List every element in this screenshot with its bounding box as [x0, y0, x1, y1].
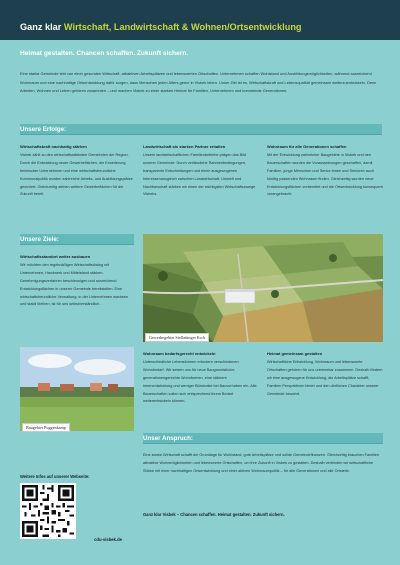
section-erfolge-band [20, 124, 382, 135]
erfolg-title: Landwirtschaft als starken Partner erhalten [143, 144, 226, 149]
section-ziele-title: Unsere Ziele: [20, 236, 59, 243]
anspruch-text: Eine starke Wirtschaft schafft die Grundlage für Wohlstand, gute Arbeitsplätze und solide Gemeindefinanzen. Gleichzeitig brauchen Familien attraktive Wohnmöglichkeiten und lebenswerte Ortschaften, um ihre Zukunft in Visbek zu gestalten. Deshalb verbinden wir wirtschaftliche Stärke mit einer nachhaltigen Ortsentwicklung und einer aktiven Wohnraumpolitik – für alle Generationen und alle Ortsteile. [143, 453, 380, 473]
header-banner [0, 0, 400, 40]
ziel-title: Wirtschaftsstandort weiter ausbauen [20, 254, 91, 259]
subheadline: Heimat gestalten. Chancen schaffen. Zukunft sichern. [20, 50, 189, 57]
ziel-title: Wohnraum bedarfsgerecht entwickeln [143, 351, 216, 356]
intro-text: Eine starke Gemeinde lebt von einer gesunden Wirtschaft, attraktiven Arbeitsplätzen und lebenswerten Ortschaften. Unternehmen schaffen Wohlstand und Ausbildungsmöglichkeiten, während ausreichend Wohnraum und eine nachhaltige Ortsentwicklung dafür sorgen, dass Menschen jeden Alters gerne in Visbek leben. Unser Ziel ist es, Wirtschaftskraft und Lebensqualität gemeinsam weiterzuentwickeln. Denn Arbeiten, Wohnen und Leben gehören zusammen – und machen Visbek zu einer starken Heimat für Familien, Unternehmen und kommende Generationen. [20, 71, 377, 94]
section-anspruch-band [143, 433, 383, 444]
ziel-heimat [267, 350, 383, 398]
erfolg-body: Visbek zählt zu den wirtschaftsstärksten Gemeinden der Region. Durch die Entwicklung neuer Gewerbeflächen, die Erweiterung heimischer Unternehmen und eine wirtschaftsfreundliche Kommunalpolitik wurden zahlreiche Arbeits- und Ausbildungsplätze gesichert. Gleichzeitig stehen weitere Gewerbeflächen für die Zukunft bereit. [20, 152, 133, 197]
erfolg-body: Unsere landwirtschaftlichen Familienbetriebe prägen das Bild unserer Gemeinde. Durch verlässliche Rahmenbedingungen, transparente Entscheidungen und einen ausgewogenen Interessenausgleich zwischen Landwirtschaft, Umwelt und Nachbarschaft stärken wir einen der wichtigsten Wirtschaftszweige Visbeks. [143, 152, 256, 197]
title-accent: Wirtschaft, Landwirtschaft & Wohnen/Ortsentwicklung [63, 22, 302, 32]
ziel-wirtschaftsstandort [20, 253, 134, 309]
ziel-body: Unterschiedliche Lebensformen erfordern verschiedenen Wohnbedarf. Wir setzen uns für neue Baugrundstücke, generationengerechte Wohnformen, eine stärkere Innenentwicklung und weniger Bürokratie bei Bauvorhaben ein. Alle Bauerschaften sollen sich entsprechend ihrem Bedarf weiterentwickeln können. [143, 359, 257, 404]
ziel-body: Wir möchten den regelmäßigen Wirtschaftsdialog mit Unternehmen, Handwerk und Mittelstand stärken. Genehmigungsverfahren beschleunigen und ausreichend Entwicklungsflächen in unserer Gemeinde bereitstellen. Eine wirtschaftsfreundliche Verwaltung, in der Unternehmen wachsen und stabil bleiben, ist für uns selbstverständlich. [20, 262, 129, 307]
erfolg-title: Wohnraum für alle Generationen schaffen [267, 144, 347, 149]
slogan: Ganz klar Visbek – Chancen schaffen. Heimat gestalten. Zukunft sichern. [143, 512, 285, 517]
ziel-body: Wirtschaftliche Entwicklung, Wohnraum und lebenswerte Ortschaften gehören für uns untrennbar zusammen. Deshalb fördern wir eine ausgewogene Entwicklung, die Arbeitsplätze schafft, Familien Perspektiven bietet und den dörflichen Charakter unserer Gemeinde bewahrt. [267, 359, 383, 396]
qr-code-icon [20, 483, 76, 539]
ziel-title: Heimat gemeinsam gestalten [267, 351, 323, 356]
footer-label: Weitere Infos auf unserer Webseite: [20, 474, 90, 479]
aerial-photo-image [143, 234, 383, 342]
title-lead: Ganz klar [20, 22, 64, 32]
village-caption: Baugebiet Puggenkamp [22, 423, 70, 432]
erfolg-landwirtschaft [143, 143, 257, 199]
erfolg-title: Wirtschaftskraft nachhaltig stärken [20, 144, 87, 149]
aerial-photo [143, 234, 383, 342]
ziel-wohnraum [143, 350, 257, 406]
section-erfolge-title: Unsere Erfolge: [20, 126, 67, 133]
aerial-caption: Gewerbegebiet Stellattinger Esch [145, 333, 209, 342]
village-photo-image [20, 347, 134, 431]
qr-code[interactable] [20, 483, 76, 539]
erfolg-wirtschaftskraft [20, 143, 134, 199]
erfolg-body: Mit der Entwicklung zahlreicher Baugebiete in Visbek und den Bauerschaften wurden die Voraussetzungen geschaffen, damit Familien, junge Menschen und Senior:innen und Senioren auch künftig passenden Wohnraum finden. Gleichzeitig wurden neue Entwicklungsflächen vorbereitet und die Ortsentwicklung konsequent vorangebracht. [267, 152, 383, 197]
page-title [20, 22, 390, 32]
website-link[interactable]: cdu-visbek.de [94, 537, 122, 542]
section-ziele-band [20, 234, 134, 245]
village-photo [20, 347, 134, 431]
section-anspruch-title: Unser Anspruch: [143, 435, 193, 442]
erfolg-wohnraum [267, 143, 383, 199]
